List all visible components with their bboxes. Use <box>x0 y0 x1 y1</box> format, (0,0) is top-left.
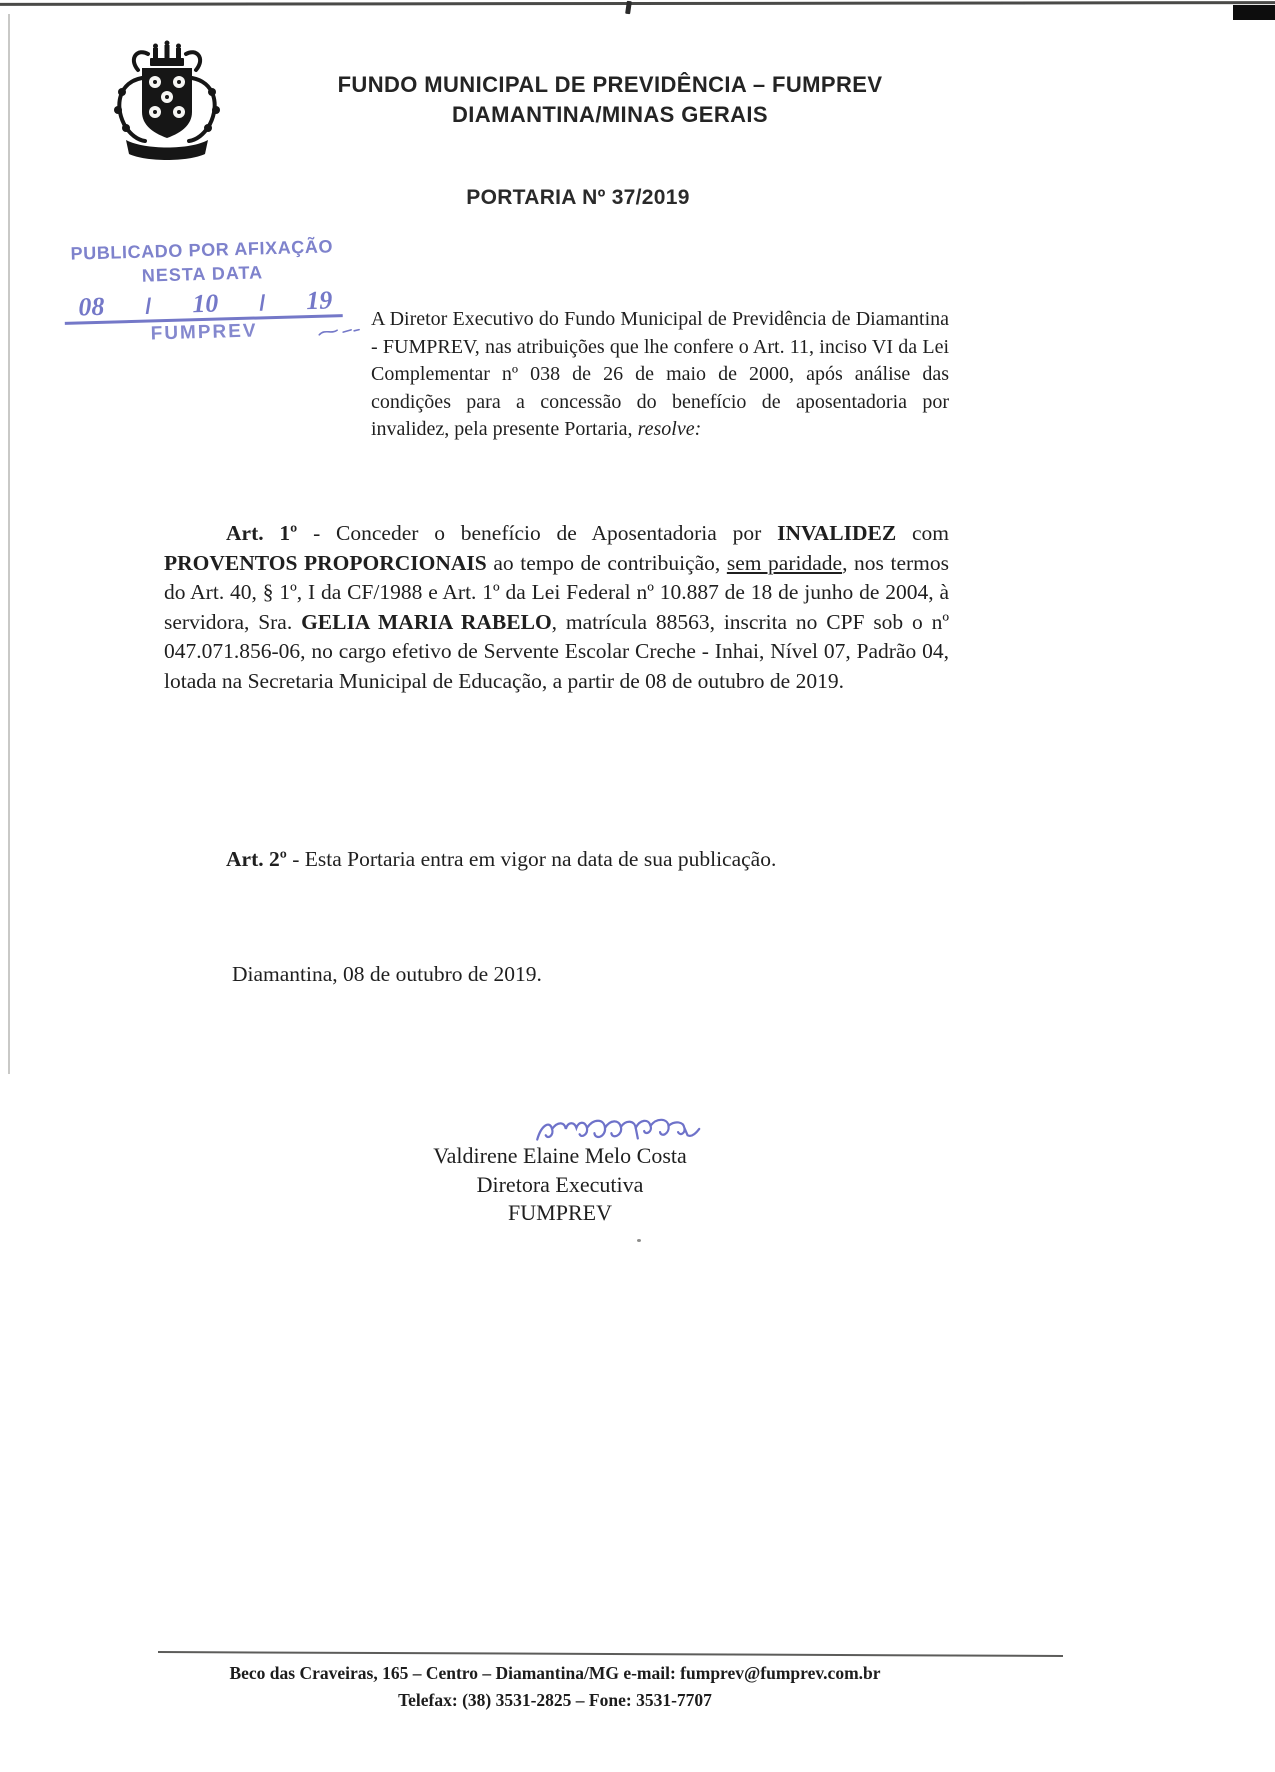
stamp-org: FUMPREV <box>150 320 258 345</box>
footer-divider <box>158 1651 1063 1657</box>
org-name: FUNDO MUNICIPAL DE PREVIDÊNCIA – FUMPREV <box>337 72 883 97</box>
stamp-year: 19 <box>305 285 333 316</box>
municipal-coat-of-arms-icon <box>98 40 236 168</box>
publication-stamp <box>63 236 344 348</box>
footer-address: Beco das Craveiras, 165 – Centro – Diamantina/MG e-mail: fumprev@fumprev.com.br <box>229 1663 881 1683</box>
scan-artifact-left-edge <box>8 14 10 1074</box>
stamp-line1: PUBLICADO POR AFIXAÇÃO <box>70 236 334 264</box>
stamp-pen-scribble <box>317 324 361 339</box>
footer-phone: Telefax: (38) 3531-2825 – Fone: 3531-7707 <box>398 1690 712 1710</box>
stamp-line2: NESTA DATA <box>141 262 264 286</box>
preamble-paragraph: A Diretor Executivo do Fundo Municipal de Previdência de Diamantina - FUMPREV, nas atribuições que lhe confere o Art. 11, inciso VI da Lei Complementar nº 038 de 26 de maio de 2000, após análise das condições para a concessão do benefício de aposentadoria por invalidez, pela presente Portaria, resolve: <box>371 308 949 440</box>
signatory-role: Diretora Executiva <box>476 1171 644 1197</box>
article-1-paragraph: Art. 1º - Conceder o benefício de Aposentadoria por INVALIDEZ com PROVENTOS PROPORCIONAIS ao tempo de contribuição, sem paridade, nos termos do Art. 40, § 1º, I da CF/1988 e Art. 1º da Lei Federal nº 10.887 de 18 de junho de 2004, à servidora, Sra. GELIA MARIA RABELO, matrícula 88563, inscrita no CPF sob o nº 047.071.856-06, no cargo efetivo de Servente Escolar Creche - Inhai, Nível 07, Padrão 04, lotada na Secretaria Municipal de Educação, a partir de 08 de outubro de 2019. <box>164 521 950 693</box>
document-header <box>235 70 985 130</box>
signatory-org: FUMPREV <box>508 1200 612 1225</box>
dateline: Diamantina, 08 de outubro de 2019. <box>232 962 542 986</box>
document-footer <box>160 1660 950 1714</box>
article-2-paragraph: Art. 2º - Esta Portaria entra em vigor na data de sua publicação. <box>226 847 777 871</box>
scan-artifact-top-edge <box>0 1 1275 6</box>
signature-block <box>350 1112 770 1228</box>
scan-artifact-corner-mark <box>1233 5 1275 20</box>
signatory-name: Valdirene Elaine Melo Costa <box>433 1143 687 1168</box>
org-location: DIAMANTINA/MINAS GERAIS <box>452 102 768 127</box>
scan-artifact-staple-mark <box>625 1 632 15</box>
page-title: PORTARIA Nº 37/2019 <box>466 186 690 209</box>
stamp-slash: / <box>144 293 152 319</box>
stamp-slash: / <box>258 290 266 316</box>
stamp-month: 10 <box>191 288 219 319</box>
scan-artifact-dot <box>637 1239 641 1242</box>
stamp-day: 08 <box>77 291 105 322</box>
